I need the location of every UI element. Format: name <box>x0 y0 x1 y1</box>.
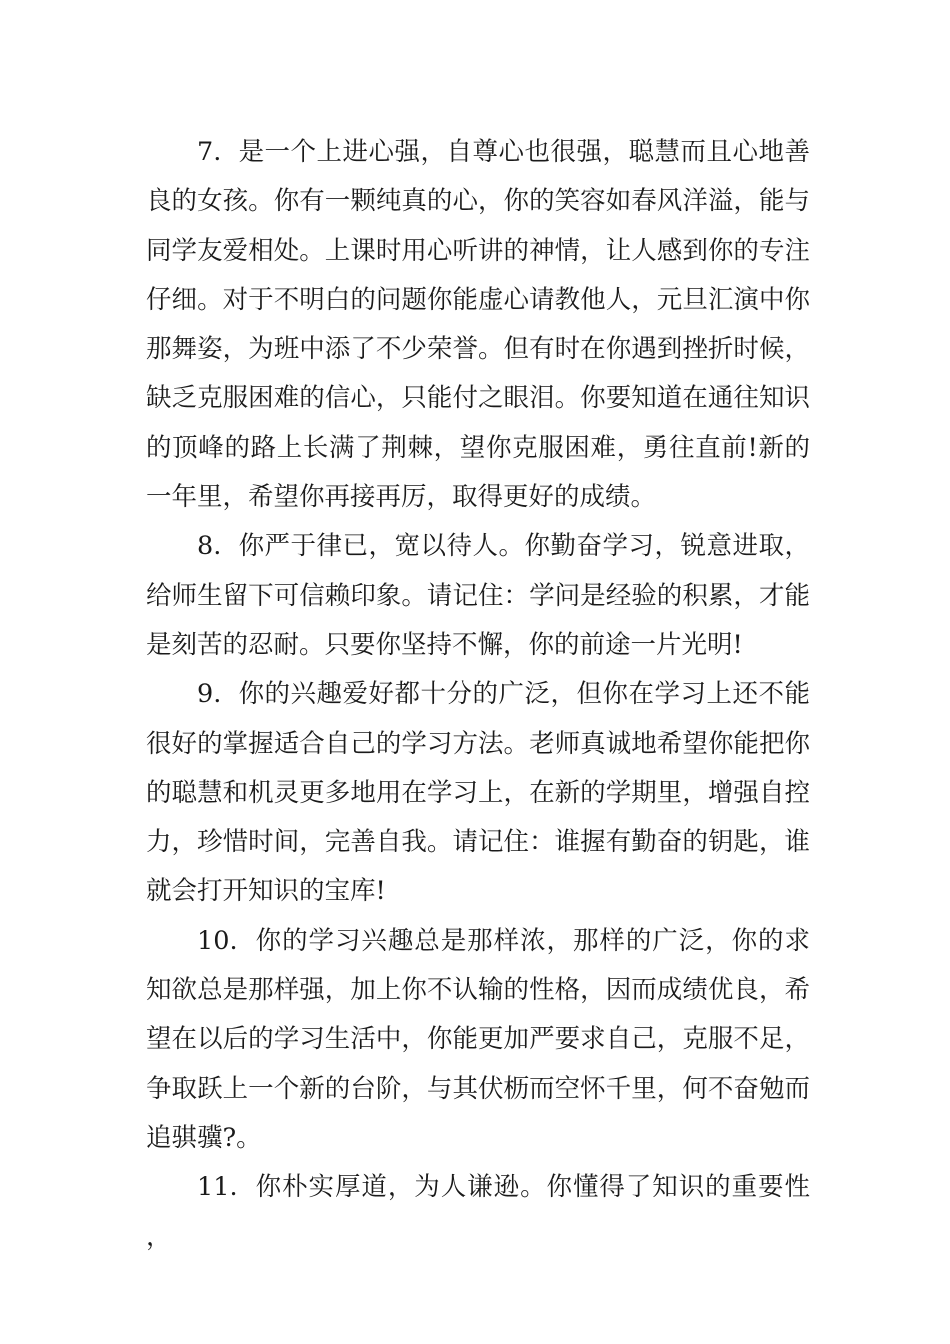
paragraph-text: 你严于律已，宽以待人。你勤奋学习，锐意进取，给师生留下可信赖印象。请记住：学问是经验的积累，才能是刻苦的忍耐。只要你坚持不懈，你的前途一片光明! <box>146 531 810 660</box>
paragraph-11 <box>146 1163 810 1262</box>
paragraph-8 <box>146 522 810 670</box>
paragraph-10 <box>146 917 810 1163</box>
paragraph-text: 是一个上进心强，自尊心也很强，聪慧而且心地善良的女孩。你有一颗纯真的心，你的笑容如春风洋溢，能与同学友爱相处。上课时用心听讲的神情，让人感到你的专注仔细。对于不明白的问题你能虚心请教他人，元旦汇演中你那舞姿，为班中添了不少荣誉。但有时在你遇到挫折时候，缺乏克服困难的信心，只能付之眼泪。你要知道在通往知识的顶峰的路上长满了荆棘，望你克服困难，勇往直前!新的一年里，希望你再接再厉，取得更好的成绩。 <box>146 137 810 513</box>
paragraph-number: 7. <box>197 137 222 167</box>
paragraph-number: 9. <box>197 679 222 710</box>
paragraph-text: 你朴实厚道，为人谦逊。你懂得了知识的重要性， <box>146 1172 810 1252</box>
paragraph-text: 你的学习兴趣总是那样浓，那样的广泛，你的求知欲总是那样强，加上你不认输的性格，因而成绩优良，希望在以后的学习生活中，你能更加严要求自己，克服不足，争取跃上一个新的台阶，与其伏枥而空怀千里，何不奋勉而追骐骥?。 <box>146 925 810 1153</box>
paragraph-7 <box>146 128 810 522</box>
document-body <box>146 128 810 1262</box>
paragraph-number: 11. <box>197 1172 238 1203</box>
paragraph-9 <box>146 670 810 916</box>
paragraph-number: 8. <box>197 531 222 562</box>
paragraph-number: 10. <box>197 925 238 956</box>
paragraph-text: 你的兴趣爱好都十分的广泛，但你在学习上还不能很好的掌握适合自己的学习方法。老师真诚地希望你能把你的聪慧和机灵更多地用在学习上，在新的学期里，增强自控力，珍惜时间，完善自我。请记住：谁握有勤奋的钥匙，谁就会打开知识的宝库! <box>146 679 810 907</box>
